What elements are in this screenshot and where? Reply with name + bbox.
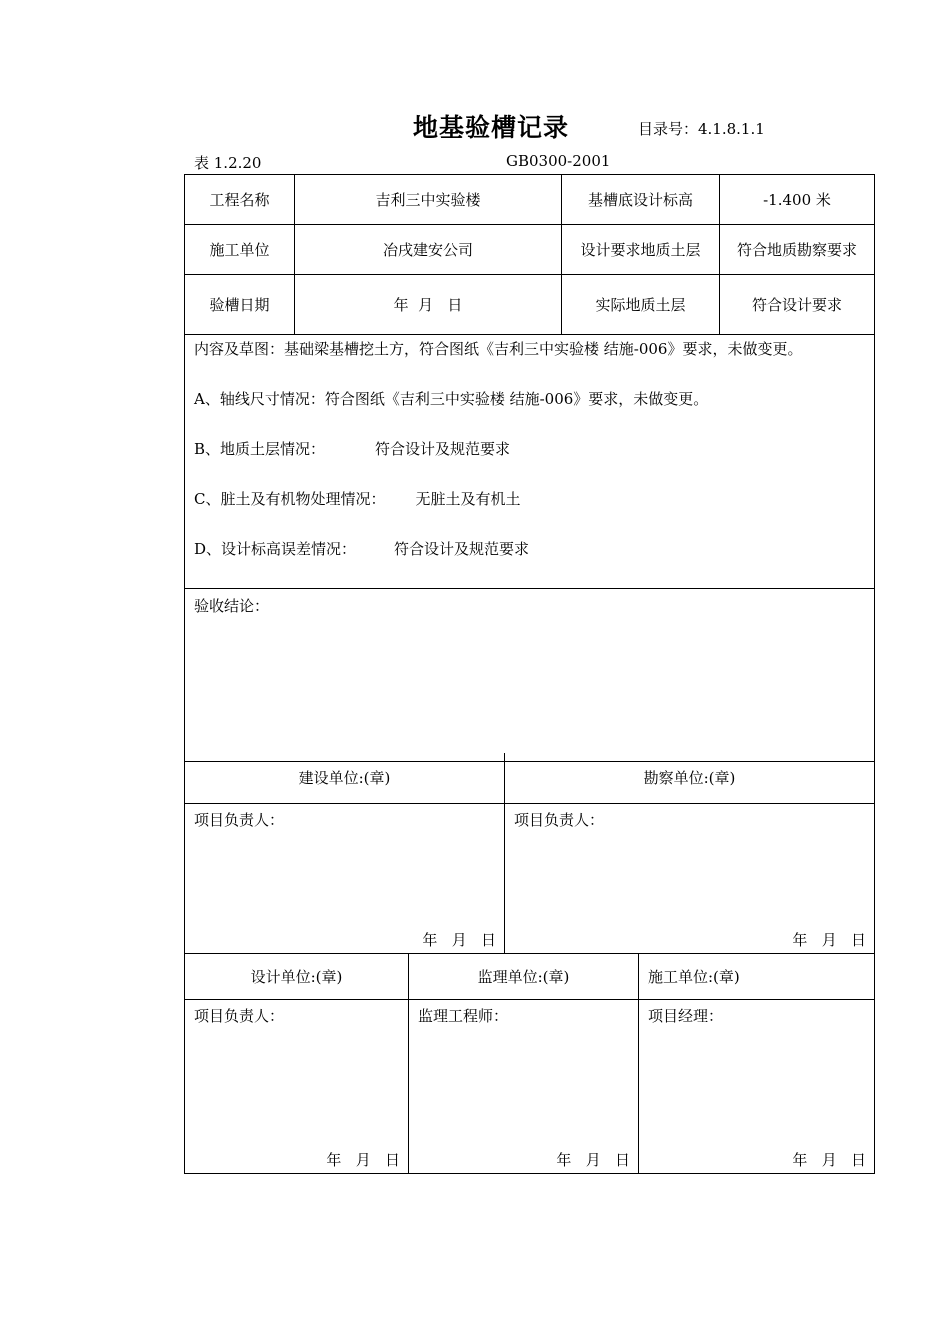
row-upper-signatures xyxy=(185,803,875,953)
actual-soil-label: 实际地质土层 xyxy=(562,275,720,335)
design-elevation-value: -1.400 米 xyxy=(720,175,875,225)
owner-unit-label: 建设单位:(章) xyxy=(185,753,505,803)
supervision-signature-cell xyxy=(409,1000,639,1174)
survey-unit-label: 勘察单位:(章) xyxy=(505,753,875,803)
design-signature-cell xyxy=(185,1000,409,1174)
contractor-label: 施工单位 xyxy=(185,225,295,275)
content-intro: 内容及草图：基础梁基槽挖土方，符合图纸《吉利三中实验楼 结施-006》要求，未做变更。 xyxy=(194,340,803,358)
survey-person-label: 项目负责人： xyxy=(514,810,605,829)
supervision-person-label: 监理工程师： xyxy=(418,1007,509,1025)
required-soil-label: 设计要求地质土层 xyxy=(562,225,720,275)
content-soil-value: 符合设计及规范要求 xyxy=(375,440,511,458)
construction-sign-date: 年 月 日 xyxy=(792,1151,866,1169)
row-project xyxy=(185,175,875,225)
construction-person-label: 项目经理： xyxy=(648,1007,724,1025)
row-lower-signatures xyxy=(185,1000,875,1174)
required-soil-value: 符合地质勘察要求 xyxy=(720,225,875,275)
row-content xyxy=(185,335,875,589)
signature-table-upper xyxy=(184,753,875,954)
supervision-sign-date: 年 月 日 xyxy=(556,1151,630,1169)
form-number: 表 1.2.20 xyxy=(194,154,262,172)
inspection-date-label: 验槽日期 xyxy=(185,275,295,335)
row-conclusion xyxy=(185,589,875,762)
owner-sign-date: 年 月 日 xyxy=(422,930,496,949)
contractor-value: 冶戌建安公司 xyxy=(295,225,562,275)
content-elevation xyxy=(194,538,865,588)
record-table xyxy=(184,174,875,762)
content-elevation-value: 符合设计及规范要求 xyxy=(394,540,530,558)
actual-soil-value: 符合设计要求 xyxy=(720,275,875,335)
conclusion-label: 验收结论： xyxy=(194,597,270,615)
owner-person-label: 项目负责人： xyxy=(194,810,285,829)
survey-signature-cell xyxy=(505,803,875,953)
row-date xyxy=(185,275,875,335)
standard-code: GB0300-2001 xyxy=(506,152,611,170)
inspection-date-value: 年 月 日 xyxy=(295,275,562,335)
project-name-value: 吉利三中实验楼 xyxy=(295,175,562,225)
project-name-label: 工程名称 xyxy=(185,175,295,225)
row-upper-units xyxy=(185,753,875,803)
page-title: 地基验槽记录 xyxy=(413,113,570,142)
design-unit-label: 设计单位:(章) xyxy=(185,954,409,1000)
content-elevation-label: D、设计标高误差情况： xyxy=(194,540,357,558)
survey-sign-date: 年 月 日 xyxy=(792,930,866,949)
design-elevation-label: 基槽底设计标高 xyxy=(562,175,720,225)
design-person-label: 项目负责人： xyxy=(194,1007,285,1025)
signature-table-lower xyxy=(184,953,875,1174)
content-soil xyxy=(194,438,865,488)
construction-unit-label: 施工单位:(章) xyxy=(639,954,875,1000)
content-organic-label: C、脏土及有机物处理情况： xyxy=(194,490,386,508)
content-axis: A、轴线尺寸情况：符合图纸《吉利三中实验楼 结施-006》要求，未做变更。 xyxy=(194,390,709,408)
content-organic xyxy=(194,488,865,538)
content-section xyxy=(185,335,875,589)
conclusion-section xyxy=(185,589,875,762)
construction-signature-cell xyxy=(639,1000,875,1174)
owner-signature-cell xyxy=(185,803,505,953)
design-sign-date: 年 月 日 xyxy=(326,1151,400,1169)
supervision-unit-label: 监理单位:(章) xyxy=(409,954,639,1000)
catalog-number: 目录号：4.1.8.1.1 xyxy=(638,120,765,138)
content-soil-label: B、地质土层情况： xyxy=(194,440,326,458)
content-organic-value: 无脏土及有机土 xyxy=(415,490,521,508)
row-contractor xyxy=(185,225,875,275)
row-lower-units xyxy=(185,954,875,1000)
